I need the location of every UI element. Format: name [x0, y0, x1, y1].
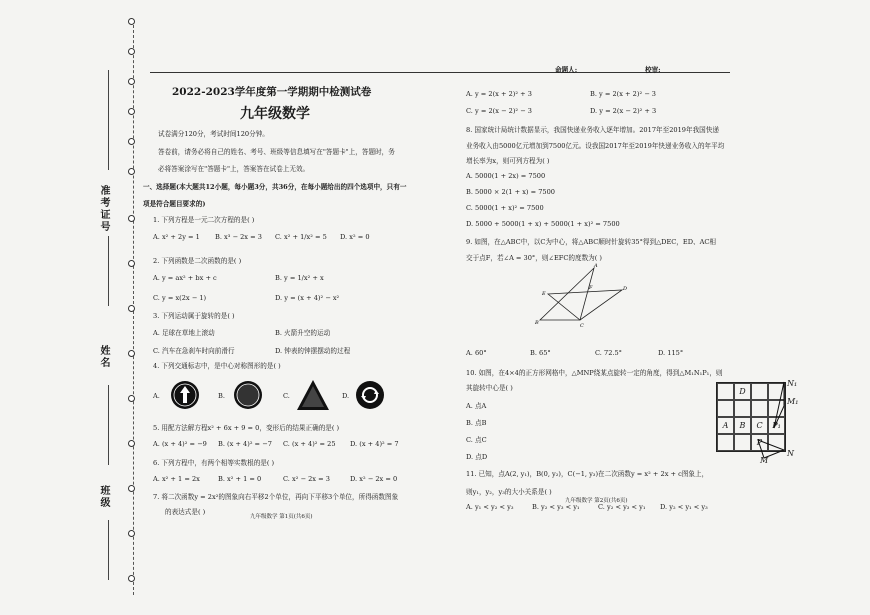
- q4-option-b: B.: [218, 392, 225, 400]
- q9-label: C: [580, 323, 584, 329]
- grid-label-n1: N₁: [787, 379, 798, 388]
- q9-label: A: [594, 263, 598, 269]
- page-footer: 九年级数学 第1页(共6页): [250, 514, 313, 520]
- q8-option-a: A. 5000(1 + 2x) = 7500: [466, 172, 546, 180]
- binding-hole: [128, 215, 135, 222]
- q10-option-c: C. 点C: [466, 436, 487, 444]
- q9-option-a: A. 60°: [466, 349, 487, 357]
- grid-label-b: B: [734, 417, 751, 434]
- grid-label-m: M: [760, 456, 769, 465]
- binding-hole: [128, 485, 135, 492]
- exam-number-line: [108, 70, 109, 170]
- q3-option-d: D. 钟表的钟摆摆动的过程: [275, 347, 351, 355]
- q9-label: F: [589, 285, 593, 291]
- question-5: 5. 用配方法解方程x² + 6x + 9 = 0，变形后的结果正确的是( ): [153, 424, 340, 432]
- question-10-cont: 其旋转中心是( ): [466, 384, 513, 392]
- question-1: 1. 下列方程是一元二次方程的是( ): [153, 216, 255, 224]
- q7-option-d: D. y = 2(x − 2)² + 3: [590, 107, 657, 115]
- q5-option-a: A. (x + 4)² = −9: [153, 440, 207, 448]
- author-label: 命题人:: [555, 66, 578, 74]
- grid-label-a: A: [717, 417, 734, 434]
- binding-hole: [128, 395, 135, 402]
- binding-hole: [128, 530, 135, 537]
- q7-option-a: A. y = 2(x + 2)² + 3: [466, 90, 532, 98]
- q8-option-c: C. 5000(1 + x)² = 7500: [466, 204, 544, 212]
- intro-line: 试卷满分120分，考试时间120分钟。: [158, 130, 269, 138]
- question-9-cont: 交于点F，若∠A = 30°，则∠EFC的度数为( ): [466, 254, 602, 262]
- q11-option-c: C. y₂ < y₃ < y₁: [598, 503, 646, 511]
- binding-hole: [128, 260, 135, 267]
- grid-label-n: N: [787, 449, 794, 458]
- q9-option-c: C. 72.5°: [595, 349, 622, 357]
- q9-option-d: D. 115°: [658, 349, 684, 357]
- question-9: 9. 如图，在△ABC中，以C为中心，将△ABC顺时针旋转35°得到△DEC，ED、AC相: [466, 238, 716, 246]
- q9-label: D: [623, 286, 628, 292]
- q1-option-c: C. x² + 1/x² = 5: [275, 233, 327, 241]
- intro-line: 必将答案涂写在"答题卡"上，答案答在试卷上无效。: [158, 165, 310, 173]
- q2-option-a: A. y = ax² + bx + c: [153, 274, 217, 282]
- question-7-cont: 的表达式是( ): [165, 508, 206, 516]
- question-8-cont: 业务收入由5000亿元增加到7500亿元。设我国2017年至2019年快递业务收入的年平均: [466, 142, 725, 150]
- question-4: 4. 下列交通标志中，是中心对称图形的是( ): [153, 362, 281, 370]
- question-8-cont: 增长率为x，则可列方程为( ): [466, 157, 550, 165]
- q2-option-d: D. y = (x + 4)² − x²: [275, 294, 340, 302]
- q1-option-b: B. x³ − 2x = 3: [215, 233, 262, 241]
- q1-option-d: D. x² = 0: [340, 233, 370, 241]
- binding-hole: [128, 350, 135, 357]
- roundabout-sign-icon: [355, 380, 385, 410]
- no-entry-sign-icon: [233, 380, 263, 410]
- section-heading: 一、选择题(本大题共12小题，每小题3分，共36分，在每小题给出的四个选项中，只有一: [143, 183, 407, 191]
- q6-option-b: B. x² + 1 = 0: [218, 475, 262, 483]
- binding-hole: [128, 305, 135, 312]
- name-label: 姓名: [98, 345, 109, 369]
- q9-label: B: [535, 320, 539, 326]
- q9-option-b: B. 65°: [530, 349, 551, 357]
- q3-option-c: C. 汽车在急刹车时向前滑行: [153, 347, 235, 355]
- q8-option-b: B. 5000 × 2(1 + x) = 7500: [466, 188, 556, 196]
- q6-option-a: A. x² + 1 = 2x: [153, 475, 200, 483]
- q10-option-a: A. 点A: [466, 402, 487, 410]
- binding-hole: [128, 138, 135, 145]
- binding-hole: [128, 18, 135, 25]
- binding-hole: [128, 78, 135, 85]
- q11-option-b: B. y₂ < y₃ < y₁: [532, 503, 580, 511]
- q5-option-d: D. (x + 4)² = 7: [350, 440, 399, 448]
- question-8: 8. 国家统计局统计数据显示，我国快递业务收入逐年增加。2017年至2019年我国快递: [466, 126, 719, 134]
- q6-option-c: C. x² − 2x = 3: [283, 475, 330, 483]
- question-11-cont: 则y₁，y₂，y₃的大小关系是( ): [466, 488, 552, 496]
- question-6: 6. 下列方程中，有两个相等实数根的是( ): [153, 459, 275, 467]
- question-10: 10. 如图，在4×4的正方形网格中，△MNP绕某点旋转一定的角度，得到△M₁N₁P₁，则: [466, 369, 723, 377]
- binding-hole: [128, 48, 135, 55]
- exam-subtitle: 九年级数学: [240, 106, 310, 122]
- q3-option-a: A. 足球在草地上滚动: [153, 329, 215, 337]
- warning-triangle-icon: [296, 379, 330, 411]
- grid-label-m1: M₁: [787, 397, 799, 406]
- intro-line: 答卷前，请务必将自己的姓名、考号、班级等信息填写在"答题卡"上，答题时，务: [158, 148, 395, 156]
- question-11: 11. 已知，点A(2, y₁)，B(0, y₂)，C(−1, y₃)在二次函数y = x² + 2x + c图象上，: [466, 470, 709, 478]
- q7-option-c: C. y = 2(x − 2)² − 3: [466, 107, 532, 115]
- up-arrow-sign-icon: [170, 380, 200, 410]
- q10-option-d: D. 点D: [466, 453, 488, 461]
- exam-number-line: [108, 236, 109, 306]
- q6-option-d: D. x² − 2x = 0: [350, 475, 398, 483]
- header-rule: [150, 72, 730, 73]
- class-label: 班级: [98, 485, 109, 509]
- question-3: 3. 下列运动属于旋转的是( ): [153, 312, 235, 320]
- q4-option-d: D.: [342, 392, 350, 400]
- school-label: 校审:: [645, 66, 661, 74]
- binding-hole: [128, 168, 135, 175]
- q2-option-b: B. y = 1/x² + x: [275, 274, 324, 282]
- class-line: [108, 520, 109, 580]
- question-7: 7. 将二次函数y = 2x²的图象向右平移2个单位，再向下平移3个单位，所得函数图象: [153, 493, 399, 501]
- binding-hole: [128, 108, 135, 115]
- q9-label: E: [542, 291, 546, 297]
- exam-number-label: 准考证号: [98, 185, 109, 233]
- q11-option-a: A. y₁ < y₂ < y₃: [466, 503, 514, 511]
- binding-hole: [128, 440, 135, 447]
- grid-label-d: D: [734, 383, 751, 400]
- q4-option-a: A.: [153, 392, 160, 400]
- q11-option-d: D. y₂ < y₁ < y₃: [660, 503, 708, 511]
- q9-triangle-figure: [530, 262, 640, 332]
- binding-hole: [128, 575, 135, 582]
- q5-option-b: B. (x + 4)² = −7: [218, 440, 272, 448]
- question-2: 2. 下列函数是二次函数的是( ): [153, 257, 242, 265]
- grid-label-p1: P₁: [768, 417, 785, 434]
- q8-option-d: D. 5000 + 5000(1 + x) + 5000(1 + x)² = 7500: [466, 220, 620, 228]
- section-heading: 项是符合题目要求的): [143, 200, 206, 208]
- exam-title: 2022-2023学年度第一学期期中检测试卷: [172, 86, 372, 98]
- grid-label-p: P: [751, 434, 768, 451]
- grid-label-c: C: [751, 417, 768, 434]
- page-footer: 九年级数学 第2页(共6页): [565, 498, 628, 504]
- q7-option-b: B. y = 2(x + 2)² − 3: [590, 90, 657, 98]
- q3-option-b: B. 火箭升空的运动: [275, 329, 331, 337]
- q5-option-c: C. (x + 4)² = 25: [283, 440, 336, 448]
- q1-option-a: A. x² + 2y = 1: [153, 233, 200, 241]
- q2-option-c: C. y = x(2x − 1): [153, 294, 207, 302]
- q10-option-b: B. 点B: [466, 419, 487, 427]
- name-line: [108, 385, 109, 465]
- q4-option-c: C.: [283, 392, 290, 400]
